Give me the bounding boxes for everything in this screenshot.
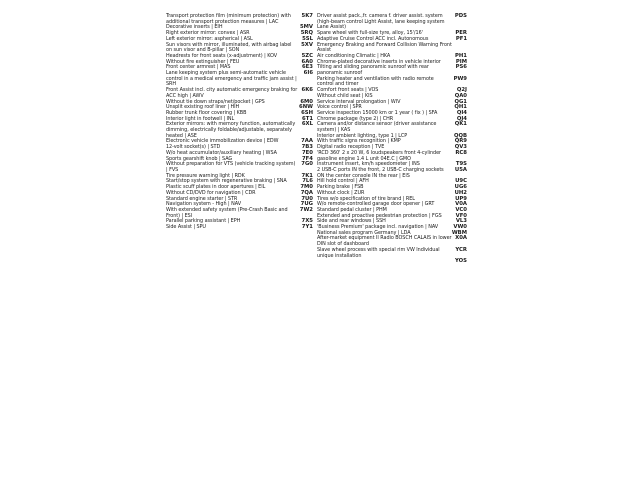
equipment-code: VC0 — [455, 206, 467, 213]
equipment-code: 7U0 — [301, 195, 313, 202]
equipment-code: 5K7 — [301, 13, 313, 19]
equipment-code: 7M0 — [300, 184, 313, 191]
equipment-description: Without CD/DVD for navigation | CDR — [166, 189, 256, 196]
equipment-code: PDS — [454, 13, 467, 19]
equipment-description: Navigation system - High | NAV — [166, 201, 242, 208]
equipment-description: Without fire extinguisher | FEU — [166, 58, 240, 65]
equipment-code: 6XL — [301, 121, 313, 128]
equipment-code: 7Y1 — [301, 224, 313, 231]
equipment-description: Plastic scuff plates in door apertures | EIL — [166, 184, 266, 191]
equipment-code: PIM — [455, 58, 467, 65]
equipment-description: Standard engine starter | STR — [166, 195, 238, 202]
equipment-description: Headrests for front seats (x-adjustment) | KOV — [166, 52, 278, 59]
equipment-code: 7E0 — [302, 149, 313, 156]
equipment-description: Instrument insert, km/h speedometer | INS — [317, 161, 420, 168]
equipment-code: 7K1 — [301, 172, 313, 179]
equipment-description: After-market equipment II Radio BOSCH CALAIS in lower DIN slot of dashboard — [317, 235, 452, 248]
equipment-code: VL3 — [455, 218, 467, 225]
equipment-description: W/o remote-controlled garage door opener | GRT — [317, 201, 435, 208]
equipment-code: PH1 — [454, 52, 467, 59]
equipment-code: 5XV — [301, 41, 313, 48]
equipment-code: 6T1 — [302, 115, 313, 122]
equipment-description: Without child seat | KIS — [317, 92, 373, 99]
equipment-row — [166, 71, 313, 88]
equipment-row — [317, 259, 467, 265]
equipment-description: 12-volt socket(s) | STD — [166, 144, 221, 151]
equipment-code: 7X5 — [301, 218, 313, 225]
equipment-description: Comfort front seats | VOS — [317, 87, 379, 94]
equipment-description: Without tie down straps/net/pocket | GPS — [166, 98, 265, 105]
equipment-description: Rubber trunk floor covering | KBB — [166, 109, 247, 116]
equipment-description: 'Business Premium' package incl. navigation | NAV — [317, 224, 439, 231]
equipment-description: Chrome package (type 2) | CHR — [317, 115, 394, 122]
equipment-code: UH2 — [454, 189, 467, 196]
equipment-description: Service inspection 15000 km or 1 year ( fix ) | SFA — [317, 109, 438, 116]
equipment-description: Right exterior mirror: convex | ASR — [166, 30, 250, 37]
equipment-code: QR9 — [454, 138, 467, 145]
equipment-description: With traffic signs recognition | KMP — [317, 138, 401, 145]
equipment-description: Parking brake | FSB — [317, 184, 364, 191]
equipment-code: UG6 — [454, 184, 467, 191]
equipment-description: Transport protection film (minimum protection) with additional transport protection measures | LAC — [166, 13, 291, 25]
equipment-code: 7W2 — [299, 206, 313, 213]
equipment-description: Tires w/o specification of tire brand | REL — [317, 195, 415, 202]
equipment-description: Digital radio reception | TVE — [317, 144, 385, 151]
equipment-description: Camera and/or distance sensor (driver assistance system) | KAS — [317, 121, 437, 134]
equipment-code: QV3 — [454, 144, 467, 151]
equipment-description: Standard pedal cluster | PHM — [317, 206, 387, 213]
equipment-description: Decorative inserts | EIH — [166, 24, 223, 31]
equipment-code: 6E3 — [302, 64, 313, 71]
equipment-code: QA0 — [454, 92, 467, 99]
equipment-description: Exterior mirrors: with memory function, automatically dimming, electrically foldable/adjustable, separately heated | ASE — [166, 121, 296, 139]
equipment-code: T9S — [455, 161, 467, 168]
equipment-code: 7F4 — [302, 155, 313, 162]
equipment-row — [317, 248, 467, 259]
equipment-description: Without clock | ZUR — [317, 189, 365, 196]
equipment-code: X0A — [455, 235, 467, 242]
equipment-row — [166, 88, 313, 99]
equipment-description: 'RCD 360' 2 x 20 W, 6 loudspeakers front 4-cylinder gasoline engine 1.4 L unit 04E.C | GMO — [317, 149, 442, 162]
equipment-code: 7B3 — [301, 144, 313, 151]
equipment-code: U9C — [455, 178, 467, 185]
equipment-code: QG1 — [454, 98, 467, 105]
equipment-code: WBM — [451, 229, 467, 236]
equipment-code: 5ZC — [301, 52, 313, 59]
equipment-code: 7G0 — [301, 161, 313, 168]
equipment-code: QK1 — [454, 121, 467, 128]
equipment-code: 6NW — [299, 104, 313, 111]
equipment-code: UP9 — [455, 195, 467, 202]
equipment-code: 6SH — [301, 109, 313, 116]
equipment-description: Parking heater and ventilation with radio remote control and timer — [317, 75, 434, 88]
equipment-description: Left exterior mirror: aspherical | ASL — [166, 35, 253, 42]
equipment-description: Start/stop system with regenerative braking | SNA — [166, 178, 287, 185]
equipment-description: Service interval prolongation | WIV — [317, 98, 401, 105]
equipment-description: W/o heat accumulator/auxiliary heating | WSA — [166, 149, 277, 156]
equipment-description: Interior light in footwell | INL — [166, 115, 235, 122]
equipment-code: 5SL — [302, 35, 313, 42]
equipment-row — [166, 122, 313, 139]
equipment-row — [166, 225, 313, 231]
equipment-code: 7QA — [300, 189, 313, 196]
right-equipment-column — [317, 14, 467, 265]
left-equipment-column — [166, 14, 313, 231]
equipment-code: 7UG — [300, 201, 313, 208]
equipment-row — [317, 14, 467, 31]
equipment-code: U5A — [454, 166, 467, 173]
equipment-description: Front Assist incl. city automatic emergency braking for ACC high | AWV — [166, 87, 298, 99]
equipment-description: Tilting and sliding panoramic sunroof with rear panoramic sunroof — [317, 64, 429, 77]
equipment-description: Side Assist | SPU — [166, 224, 206, 231]
equipment-code: QH1 — [454, 104, 467, 111]
equipment-row — [317, 37, 467, 54]
equipment-description: Spare wheel with full-size tyre, alloy, 15'/16' — [317, 30, 423, 37]
equipment-code: PW9 — [453, 75, 467, 82]
equipment-description: Chrome-plated decorative inserts in vehicle interior — [317, 58, 441, 65]
equipment-code: PS6 — [455, 64, 467, 71]
equipment-description: Sun visors with mirror, illuminated, with airbag label on sun visor and B-pillar | SON — [166, 41, 292, 54]
equipment-code: 7AA — [301, 138, 313, 145]
equipment-code: 6A0 — [301, 58, 313, 65]
equipment-code: Q2J — [456, 87, 467, 94]
equipment-code: 5RQ — [300, 30, 313, 37]
equipment-description: Extended and proactive pedestrian protection | FGS — [317, 212, 442, 219]
equipment-description: National sales program Germany | LDA — [317, 229, 411, 236]
equipment-code: 6K6 — [301, 87, 313, 94]
equipment-description: Adaptive Cruise Control ACC incl. Autonomous Emergency Braking and Forward Collision Warning Front Assist — [317, 35, 452, 54]
equipment-code: VF0 — [455, 212, 467, 219]
equipment-description: Lane keeping system plus semi-automatic vehicle control in a medical emergency and traffic jam assist | SRH — [166, 70, 297, 88]
equipment-row — [166, 162, 313, 173]
equipment-description: Unsplit existing roof liner | HIH — [166, 104, 240, 111]
equipment-description: Sports gearshift knob | SAG — [166, 155, 233, 162]
equipment-code: PF1 — [455, 35, 467, 42]
equipment-code: QJ4 — [456, 115, 467, 122]
equipment-description: 2 USB-C ports IN the front, 2 USB-C charging sockets ON the center console IN the rear | EIS — [317, 166, 444, 179]
equipment-code: YCR — [455, 246, 467, 253]
equipment-description: Without preparation for VTS (vehicle tracking system) | FVS — [166, 161, 296, 173]
equipment-code: RC8 — [455, 149, 467, 156]
equipment-code: QQB — [453, 132, 467, 139]
equipment-description: Electronic vehicle immobilization device | EDW — [166, 138, 279, 145]
equipment-code: 5MV — [299, 24, 313, 31]
equipment-description: Interior ambient lighting, type 1 | LCP — [317, 132, 408, 139]
equipment-description: Parallel parking assistant | EPH — [166, 218, 241, 225]
equipment-code: PER — [455, 30, 467, 37]
equipment-code: VW0 — [453, 224, 467, 231]
equipment-description: With extended safety system (Pre-Crash Basic and Front) | ESI — [166, 206, 288, 219]
equipment-description: Side and rear windows | SSH — [317, 218, 386, 225]
equipment-description: Hill hold control | AFH — [317, 178, 369, 185]
equipment-code: YOS — [455, 258, 467, 265]
equipment-code: 7L6 — [302, 178, 313, 185]
equipment-code: QI4 — [456, 109, 467, 116]
equipment-description: Driver assist pack.,fr. camera f. driver assist. system (high-beam control Light Assist, lane keeping system Lane Assist) — [317, 13, 445, 31]
equipment-description: Slave wheel process with special rim VW Individual unique installation — [317, 246, 440, 259]
equipment-code: 6M0 — [300, 98, 313, 105]
equipment-description: Voice control | SPR — [317, 104, 362, 111]
equipment-description: Air conditioning Climatic | HKA — [317, 52, 391, 59]
equipment-code: 6I6 — [303, 70, 313, 77]
equipment-description: Tire pressure warning light | RDK — [166, 172, 245, 179]
equipment-code: V0A — [455, 201, 467, 208]
equipment-description: Front center armrest | MAS — [166, 64, 231, 71]
